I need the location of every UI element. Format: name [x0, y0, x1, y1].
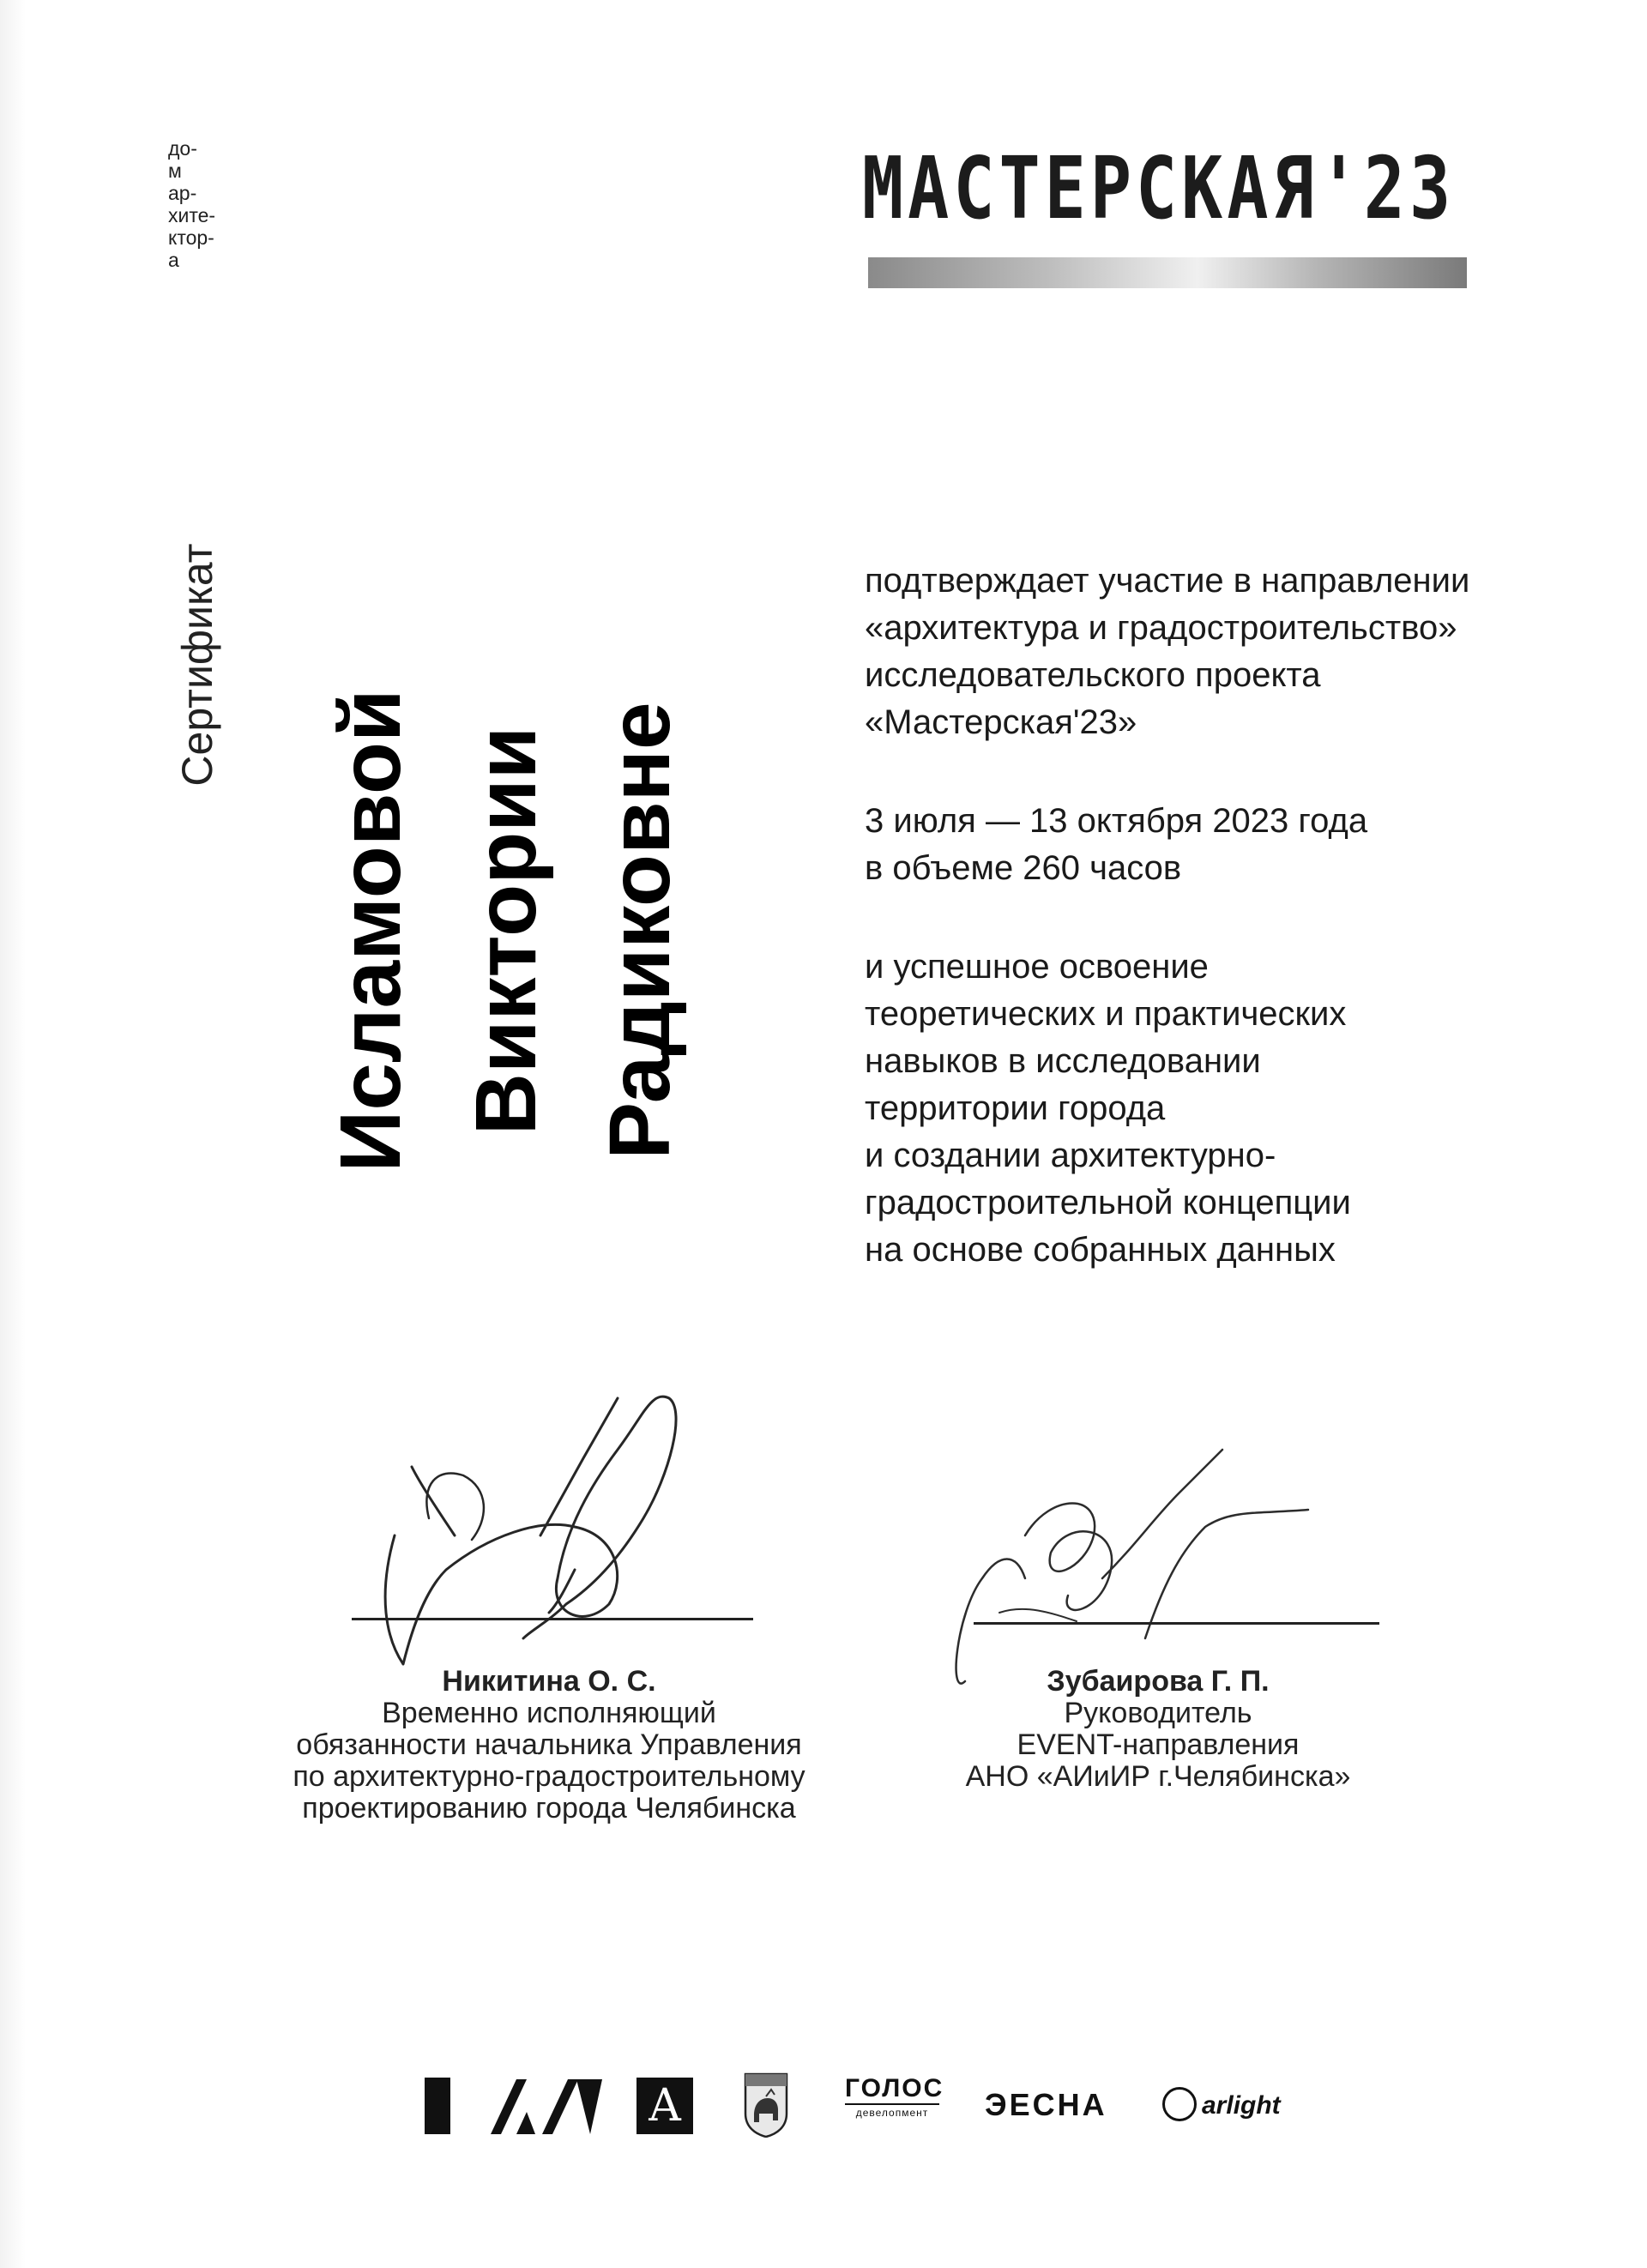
body-line: теоретических и практических [865, 995, 1347, 1033]
signature-line-right [974, 1622, 1379, 1625]
body-line: и создании архитектурно- [865, 1137, 1276, 1174]
body-line: «Мастерская'23» [865, 703, 1137, 741]
body-line: градостроительной концепции [865, 1184, 1351, 1221]
body-line: «архитектура и градостроительство» [865, 609, 1457, 647]
golos-logo [845, 2074, 944, 2120]
body-line: территории города [865, 1089, 1166, 1127]
vesna-logo: ЭЕСНА [985, 2087, 1107, 2122]
signatory-position-line: Временно исполняющий [382, 1697, 716, 1729]
body-line: 3 июля — 13 октября 2023 года [865, 802, 1368, 840]
recipient-patronymic: Радиковне [592, 702, 688, 1160]
dates-paragraph [865, 798, 1620, 892]
arlight-logo-text: arlight [1202, 2091, 1281, 2120]
bar-logo [425, 2078, 450, 2134]
participation-paragraph [865, 558, 1620, 746]
org-mark-line: м [168, 160, 182, 182]
arlight-logo [1162, 2083, 1281, 2129]
brand-title: МАСТЕРСКАЯ'23 [862, 138, 1456, 238]
body-line: и успешное освоение [865, 948, 1209, 986]
org-mark-line: а [168, 249, 179, 271]
signatory-position-line: Руководитель [1064, 1697, 1252, 1729]
aia-logo [491, 2078, 602, 2136]
recipient-surname: Исламовой [323, 689, 419, 1173]
skills-paragraph [865, 944, 1620, 1274]
signature-line-left [352, 1618, 753, 1620]
arlight-circle-icon [1162, 2087, 1197, 2121]
signatory-position-line: по архитектурно-градостроительному [293, 1760, 805, 1793]
partner-logos-row [412, 2067, 1372, 2162]
signatory-right [926, 1666, 1390, 1793]
signatory-left [214, 1666, 884, 1825]
body-line: навыков в исследовании [865, 1042, 1261, 1080]
org-mark-line: ктор- [168, 226, 214, 249]
signatory-name: Зубаирова Г. П. [1047, 1665, 1270, 1698]
certificate-title: Сертификат [173, 543, 221, 787]
signature-left [360, 1372, 772, 1681]
org-mark-line: до- [168, 137, 197, 160]
scan-edge-shadow [0, 0, 26, 2268]
signatory-position-line: проектированию города Челябинска [302, 1792, 796, 1825]
city-crest-logo [742, 2071, 790, 2138]
golos-logo-main: ГОЛОС [845, 2074, 939, 2105]
brand-gradient-bar [868, 257, 1467, 288]
signatory-name: Никитина О. С. [442, 1665, 656, 1698]
body-line: исследовательского проекта [865, 656, 1321, 694]
body-line: подтверждает участие в направлении [865, 562, 1470, 600]
signatory-position-line: обязанности начальника Управления [296, 1728, 802, 1761]
org-mark [168, 137, 271, 271]
signatory-position-line: АНО «АИиИР г.Челябинска» [965, 1760, 1351, 1793]
recipient-first-name: Виктории [458, 726, 554, 1136]
org-mark-line: хите- [168, 204, 216, 226]
body-line: на основе собранных данных [865, 1231, 1336, 1269]
golos-logo-sub: девелопмент [855, 2107, 929, 2119]
org-mark-line: ар- [168, 182, 197, 204]
signatory-position-line: EVENT-направления [1017, 1728, 1300, 1761]
body-line: в объеме 260 часов [865, 849, 1182, 887]
a-logo: A [636, 2078, 693, 2134]
